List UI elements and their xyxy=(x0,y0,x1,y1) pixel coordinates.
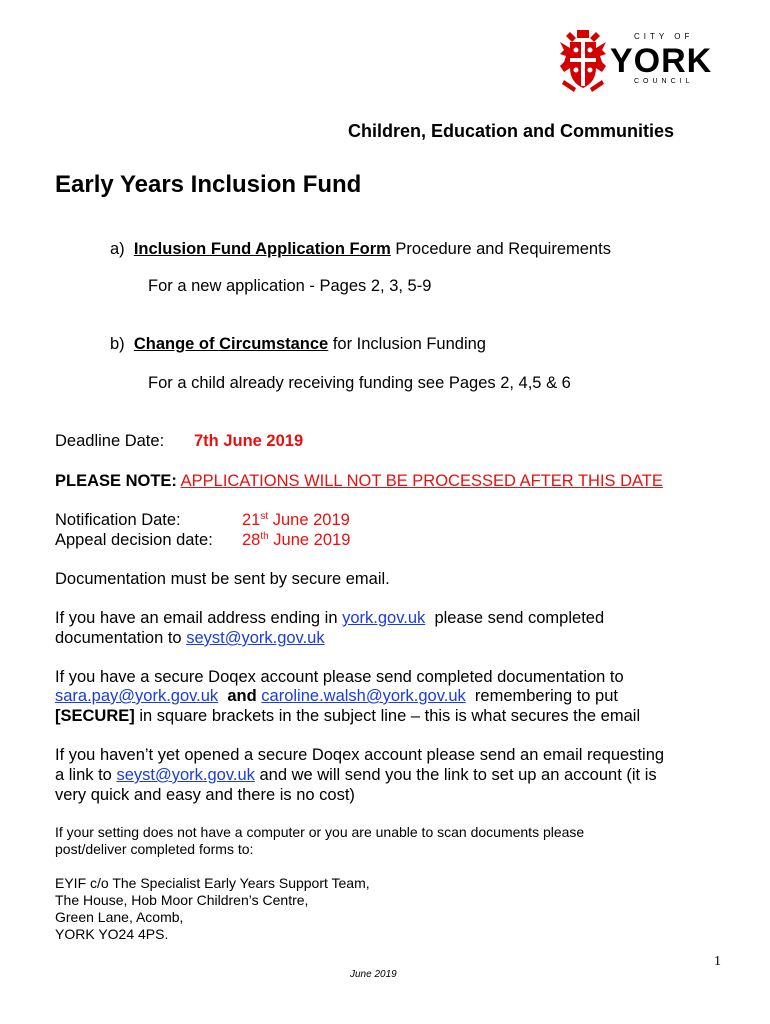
para1-line1 xyxy=(55,609,604,628)
para1-line2 xyxy=(55,629,325,648)
york-gov-link[interactable]: york.gov.uk xyxy=(342,609,426,627)
application-form-heading: Inclusion Fund Application Form xyxy=(133,240,391,258)
caroline-walsh-email-link[interactable]: caroline.walsh@york.gov.uk xyxy=(261,687,466,705)
page-title: Early Years Inclusion Fund xyxy=(55,171,362,198)
para2-text3: in square brackets in the subject line – this is what secures the email xyxy=(139,707,641,725)
para4-line1: If your setting does not have a computer or you are unable to scan documents please xyxy=(55,824,585,840)
logo-york: YORK xyxy=(610,42,713,80)
please-note xyxy=(55,472,663,491)
notification-day: 21 xyxy=(242,511,261,529)
section-a-detail: For a new application - Pages 2, 3, 5-9 xyxy=(148,277,432,295)
para1-text2: please send completed xyxy=(434,609,605,627)
appeal-rest: June 2019 xyxy=(273,531,351,549)
appeal-day: 28 xyxy=(242,531,261,549)
notification-label: Notification Date: xyxy=(55,511,181,529)
appeal-label: Appeal decision date: xyxy=(55,531,213,549)
seyst-email-link[interactable]: seyst@york.gov.uk xyxy=(186,629,325,647)
deadline-value: 7th June 2019 xyxy=(194,432,304,450)
address-line3: Green Lane, Acomb, xyxy=(55,909,184,925)
documentation-note: Documentation must be sent by secure email. xyxy=(55,570,390,588)
deadline-label: Deadline Date: xyxy=(55,432,165,450)
para4-line2: post/deliver completed forms to: xyxy=(55,841,254,857)
para3-text2a: a link to xyxy=(55,766,112,784)
address-line4: YORK YO24 4PS. xyxy=(55,926,169,942)
notification-suffix: st xyxy=(260,511,269,522)
secure-tag: [SECURE] xyxy=(55,707,135,725)
para3-line3: very quick and easy and there is no cost) xyxy=(55,786,355,804)
page-number: 1 xyxy=(714,954,721,969)
appeal-suffix: th xyxy=(260,531,269,542)
section-b xyxy=(110,335,486,354)
change-of-circumstance-heading: Change of Circumstance xyxy=(133,335,329,353)
para1-text1: If you have an email address ending in xyxy=(55,609,338,627)
york-logo xyxy=(556,28,726,94)
para2-line3 xyxy=(55,707,640,726)
logo-council: COUNCIL xyxy=(634,78,694,85)
para2-text2: remembering to put xyxy=(474,687,618,705)
section-a-marker: a) xyxy=(110,240,125,258)
para2-and: and xyxy=(227,687,257,705)
section-a xyxy=(110,240,611,259)
para3-text2b: and we will send you the link to set up an account (it is xyxy=(259,766,657,784)
para3-line2 xyxy=(55,766,657,785)
para2-line1: If you have a secure Doqex account please send completed documentation to xyxy=(55,668,624,686)
appeal-date xyxy=(242,531,350,550)
para1-text3: documentation to xyxy=(55,629,182,647)
notification-date xyxy=(242,511,350,530)
section-a-rest: Procedure and Requirements xyxy=(395,240,611,258)
section-b-rest: for Inclusion Funding xyxy=(332,335,486,353)
logo-city-of: CITY OF xyxy=(634,32,694,41)
para2-line2 xyxy=(55,687,618,706)
department-heading: Children, Education and Communities xyxy=(348,121,675,141)
footer-date: June 2019 xyxy=(350,969,397,980)
section-b-detail: For a child already receiving funding see Pages 2, 4,5 & 6 xyxy=(148,374,571,392)
please-note-warning: APPLICATIONS WILL NOT BE PROCESSED AFTER THIS DATE xyxy=(180,472,663,490)
para3-line1: If you haven’t yet opened a secure Doqex account please send an email requesting xyxy=(55,746,665,764)
address-line1: EYIF c/o The Specialist Early Years Support Team, xyxy=(55,875,370,891)
address-line2: The House, Hob Moor Children’s Centre, xyxy=(55,892,309,908)
york-crest-icon xyxy=(556,28,610,94)
sara-pay-email-link[interactable]: sara.pay@york.gov.uk xyxy=(55,687,219,705)
section-b-marker: b) xyxy=(110,335,125,353)
seyst-email-link-2[interactable]: seyst@york.gov.uk xyxy=(116,766,255,784)
please-note-label: PLEASE NOTE: xyxy=(55,472,177,490)
notification-rest: June 2019 xyxy=(272,511,350,529)
